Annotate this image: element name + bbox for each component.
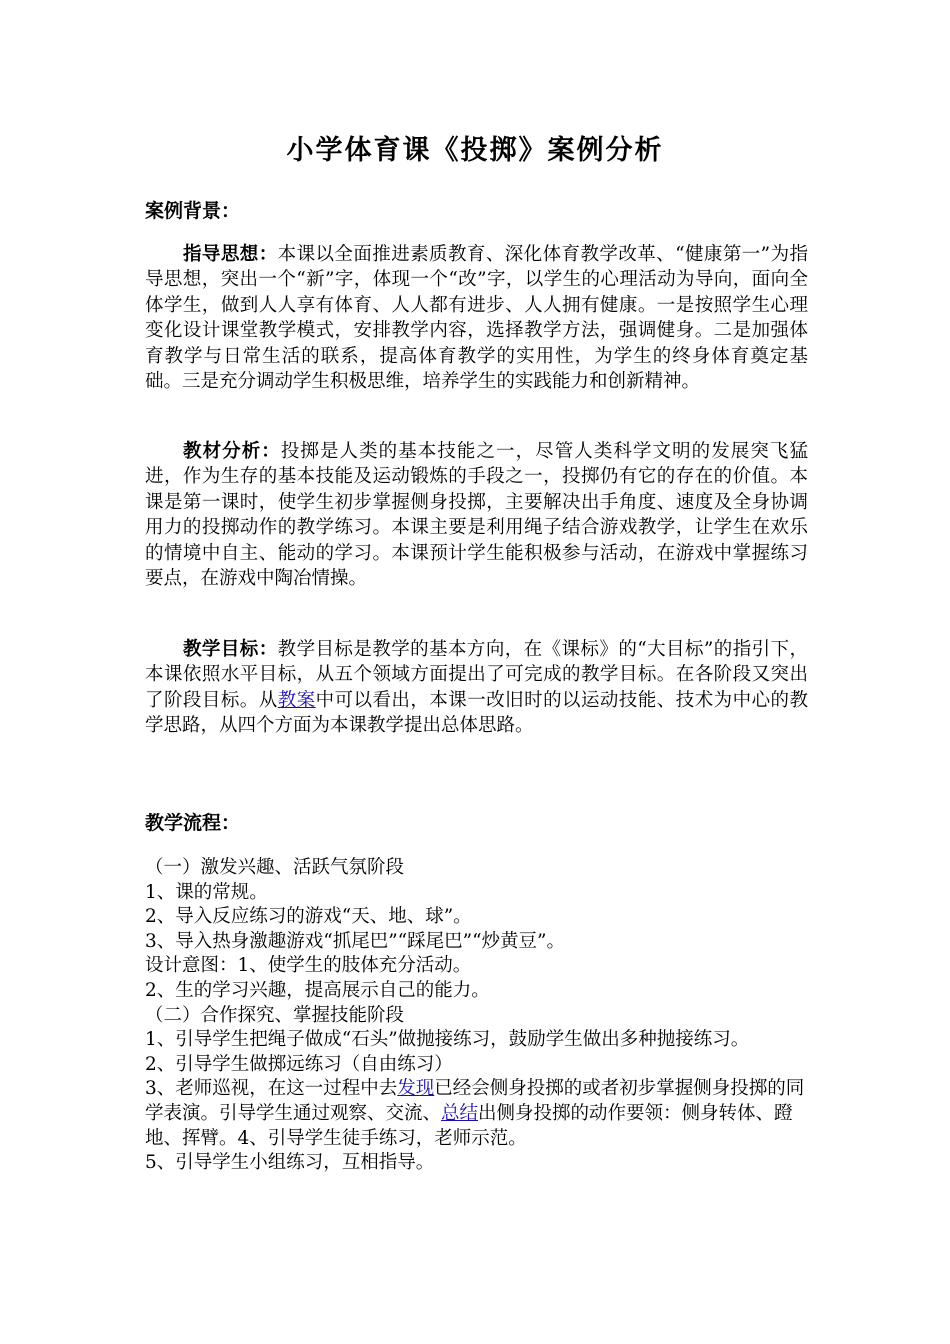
stage1-intent-1: 设计意图：1、使学生的肢体充分活动。 xyxy=(145,955,472,977)
paragraph-material-analysis xyxy=(145,439,808,591)
guiding-thought-text: 本课以全面推进素质教育、深化体育教学改革、“健康第一”为指导思想，突出一个“新”字，体现一个“改”字，以学生的心理活动为导向，面向全体学生，做到人人享有体育、人人都有进步、人人拥有健康。一是按照学生心理变化设计课堂教学模式，安排教学内容，选择教学方法，强调健身。二是加强体育教学与日常生活的联系，提高体育教学的实用性，为学生的终身体育奠定基础。三是充分调动学生积极思维，培养学生的实践能力和创新精神。 xyxy=(145,244,808,393)
stage2-item-3 xyxy=(145,1077,808,1151)
paragraph-teaching-goals xyxy=(145,637,808,739)
stage2-title: （二）合作探究、掌握技能阶段 xyxy=(145,1004,405,1026)
teaching-goals-text-before: 教学目标是教学的基本方向，在《课标》的“大目标”的指引下，本课依照水平目标，从五个领域方面提出了可完成的教学目标。在各阶段又突出了阶段目标。从 xyxy=(145,639,808,711)
teaching-goals-label: 教学目标： xyxy=(183,639,278,660)
stage2-item-2: 2、引导学生做掷远练习（自由练习） xyxy=(145,1053,453,1075)
lesson-plan-link[interactable]: 教案 xyxy=(277,689,316,711)
stage1-title: （一）激发兴趣、活跃气氛阶段 xyxy=(145,857,405,878)
stage1-item-1: 1、课的常规。 xyxy=(145,881,268,903)
section-heading-process: 教学流程： xyxy=(145,812,241,834)
guiding-thought-label: 指导思想： xyxy=(183,244,278,265)
stage2-item-3-part-c: 出侧身投掷的动作要领：侧身转体、蹬地、挥臂。4、引导学生徒手练习，老师示范。 xyxy=(145,1102,793,1149)
discover-link[interactable]: 发现 xyxy=(397,1078,435,1100)
stage2-item-3-part-a: 3、老师巡视，在这一过程中去 xyxy=(145,1078,398,1100)
section-heading-background: 案例背景： xyxy=(145,200,241,222)
teaching-goals-text-after: 中可以看出，本课一改旧时的以运动技能、技术为中心的教学思路，从四个方面为本课教学提出总体思路。 xyxy=(145,689,808,737)
stage2-item-3-part-b: 已经会侧身投掷的或者初步掌握侧身投掷的同学表演。引导学生通过观察、交流、 xyxy=(145,1078,805,1124)
material-analysis-text: 投掷是人类的基本技能之一，尽管人类科学文明的发展突飞猛进，作为生存的基本技能及运动锻炼的手段之一，投掷仍有它的存在的价值。本课是第一课时，使学生初步掌握侧身投掷，主要解决出手角度、速度及全身协调用力的投掷动作的教学练习。本课主要是利用绳子结合游戏教学，让学生在欢乐的情境中自主、能动的学习。本课预计学生能积极参与活动，在游戏中掌握练习要点，在游戏中陶冶情操。 xyxy=(145,441,808,590)
paragraph-guiding-thought xyxy=(145,242,808,394)
stage2-item-5: 5、引导学生小组练习，互相指导。 xyxy=(145,1152,435,1174)
document-title: 小学体育课《投掷》案例分析 xyxy=(286,135,664,166)
stage1-item-2: 2、导入反应练习的游戏“天、地、球”。 xyxy=(145,906,472,928)
summarize-link[interactable]: 总结 xyxy=(441,1102,479,1124)
stage1-item-3: 3、导入热身激趣游戏“抓尾巴”“踩尾巴”“炒黄豆”。 xyxy=(145,930,566,952)
material-analysis-label: 教材分析： xyxy=(183,441,281,462)
stage1-intent-2: 2、生的学习兴趣，提高展示自己的能力。 xyxy=(145,979,490,1001)
stage2-item-1: 1、引导学生把绳子做成“石头”做抛接练习，鼓励学生做出多种抛接练习。 xyxy=(145,1029,750,1051)
process-list xyxy=(145,856,808,1176)
